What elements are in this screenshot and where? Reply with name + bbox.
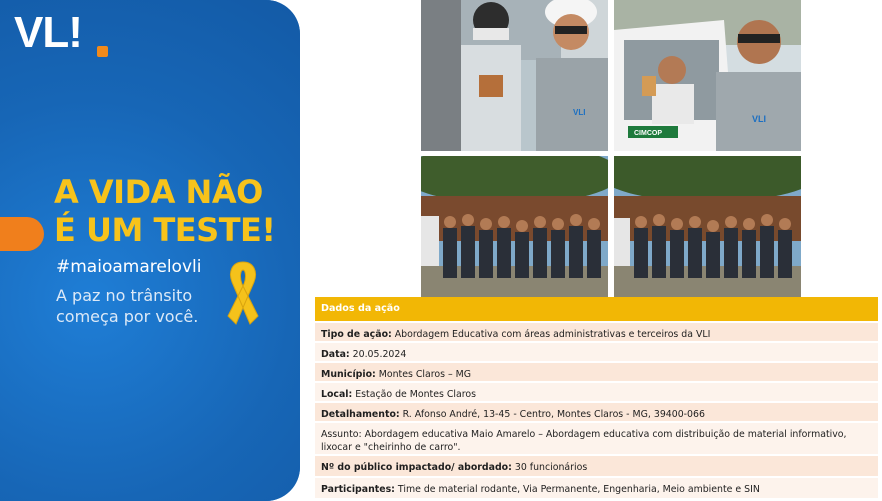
vehicle-door-label: CIMCOP	[634, 130, 662, 137]
row-value: 30 funcionários	[511, 462, 588, 473]
vli-logo	[14, 8, 82, 58]
action-data-table	[315, 297, 878, 498]
photo-group-right	[614, 156, 801, 297]
row-label: Data:	[321, 349, 350, 360]
campaign-headline	[54, 173, 294, 249]
row-audience	[315, 454, 878, 476]
row-participants	[315, 476, 878, 498]
row-value: Estação de Montes Claros	[352, 389, 477, 400]
campaign-hashtag: #maioamarelovli	[56, 257, 202, 277]
logo-bang: !	[68, 8, 82, 57]
logo-dot	[97, 46, 108, 57]
row-label: Nº do público impactado/ abordado:	[321, 462, 512, 473]
orange-accent-pill	[0, 217, 44, 251]
row-municipality	[315, 361, 878, 381]
row-action-type	[315, 321, 878, 341]
photo-driver-selfie	[614, 0, 801, 151]
row-value: R. Afonso André, 13-45 - Centro, Montes Claros - MG, 39400-066	[399, 409, 705, 420]
photo-motorcyclist-selfie	[421, 0, 608, 151]
yellow-ribbon-icon	[220, 258, 266, 328]
row-label: Detalhamento:	[321, 409, 400, 420]
campaign-tagline	[56, 285, 226, 327]
row-label: Município:	[321, 369, 376, 380]
row-value: Time de material rodante, Via Permanente, Engenharia, Meio ambiente e SIN	[394, 484, 760, 495]
photo-group-left	[421, 156, 608, 297]
row-date	[315, 341, 878, 361]
row-location	[315, 381, 878, 401]
campaign-banner	[0, 0, 300, 501]
row-subject	[315, 421, 878, 454]
row-label: Local:	[321, 389, 353, 400]
row-value: Abordagem Educativa com áreas administrativas e terceiros da VLI	[391, 329, 711, 340]
row-value: 20.05.2024	[349, 349, 407, 360]
row-label: Participantes:	[321, 484, 395, 495]
row-label: Tipo de ação:	[321, 329, 392, 340]
headline-line-2: É UM TESTE!	[54, 211, 276, 249]
vest-logo-text-2: VLI	[752, 114, 767, 124]
logo-text: VL	[14, 8, 69, 57]
table-header: Dados da ação	[315, 297, 878, 321]
vest-logo-text: VLI	[573, 108, 586, 117]
row-value: Montes Claros – MG	[375, 369, 472, 380]
banner-background	[0, 0, 300, 501]
tagline-line-1: A paz no trânsito	[56, 286, 193, 305]
tagline-line-2: começa por você.	[56, 307, 199, 326]
row-value: Assunto: Abordagem educativa Maio Amarelo – Abordagem educativa com distribuição de material informativo, lixocar e "cheirinho de carro".	[321, 429, 847, 453]
headline-line-1: A VIDA NÃO	[54, 173, 263, 211]
row-address	[315, 401, 878, 421]
